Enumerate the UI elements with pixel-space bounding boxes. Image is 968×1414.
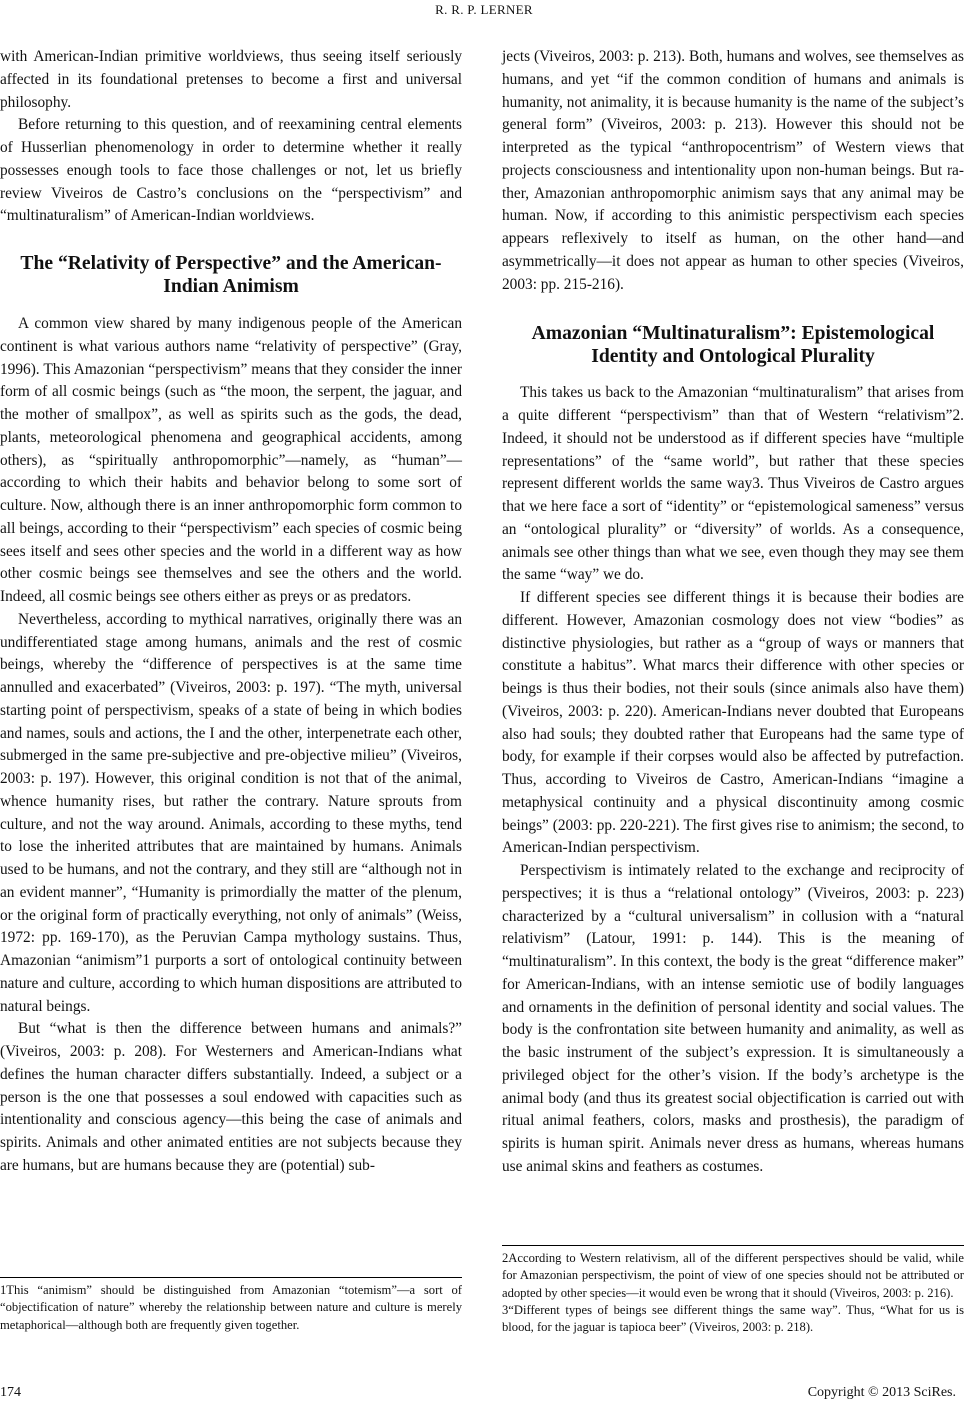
footnote: 3“Different types of beings see different things the same way”. Thus, “What for us is blood, for the jaguar is tapioca beer” (Viveiros, 2003: p. 218). bbox=[502, 1302, 964, 1335]
paragraph: If different species see different things it is because their bodies are different. However, Amazonian cosmology does not view “bodies” as distinctive physiologies, but rather as a “group of ways or manners that constitute a habitus”. What marcs their difference with other species or beings is thus their bodies, not their souls (since animals also have them) (Viveiros, 2003: p. 220). American-Indians never doubted that Europeans also had souls; they doubted rather that Europeans had the same type of body, for example if their corpses would also be affected by putrefaction. Thus, according to Viveiros de Castro, American-Indians “imagine a metaphysical continuity and a physical discontinuity among cosmic beings” (2003: pp. 220-221). The first gives rise to animism; the second, to American-Indian perspectivism. bbox=[502, 589, 964, 857]
paragraph: But “what is then the difference between humans and animals?” (Viveiros, 2003: p. 208). For Westerners and American-Indians what defines the human character differs substantially. Indeed, a subject or a person is the one that possesses a soul endowed with capacities such as intentionality and conscious agency—this being the case of animals and spirits. Animals and other animated entities are not subjects because they are humans, but are humans because they are (potential) sub- bbox=[0, 1020, 462, 1174]
footnote-rule bbox=[0, 1277, 462, 1278]
paragraph: A common view shared by many indigenous people of the American continent is what various authors name “relativity of perspective” (Gray, 1996). This Amazonian “perspectivism” means that they consider the inner form of all cosmic beings (such as “the moon, the serpent, the jaguar, and the mother of smallpox”, as well as spirits such as the gods, the dead, plants, meteorological phenomena and geographical accidents, among others), as “spiritually anthropomorphic”—namely, as “human”—according to which their habits and behavior belong to some sort of culture. Now, although there is an inner anthropomorphic form common to all beings, according to their “perspectivism” each species of cosmic being sees itself and sees other species and the world in a different way as how other cosmic beings see themselves and see the others and the world. Indeed, all cosmic beings see others either as preys or as predators. bbox=[0, 315, 462, 605]
footnote: 2According to Western relativism, all of the different perspectives should be valid, while for Amazonian perspectivism, the point of view of one species should not be attributed or adopted by other species—it would even be wrong that it should (Viveiros, 2003: p. 216). bbox=[502, 1251, 964, 1300]
footnotes-right bbox=[502, 1245, 964, 1336]
section-heading: The “Relativity of Perspective” and the American-Indian Animism bbox=[20, 253, 442, 297]
section-heading: Amazonian “Multinaturalism”: Epistemological Identity and Ontological Plurality bbox=[531, 323, 935, 368]
left-column bbox=[0, 46, 462, 1178]
paragraph: jects (Viveiros, 2003: p. 213). Both, humans and wolves, see themselves as humans, and yet “if the common condition of humans and animals is humanity, not animality, it is because humanity is the name of the subject’s general form” (Viveiros, 2003: p. 213). However this should not be interpreted as the typical “anthropocentrism” of Western views that projects consciousness and intentionality upon non-human beings. But rather, Amazonian anthropomorphic animism says that any animal may be human. Now, if according to this animistic perspectivism each species appears reflexively to itself as human, on the other hand—and asymmetrically—it does not appear as human to other species (Viveiros, 2003: pp. 215-216). bbox=[502, 48, 964, 293]
paragraph: This takes us back to the Amazonian “multinaturalism” that arises from a quite different “perspectivism” than that of Western “relativism”2. Indeed, it should not be understood as if different species have “multiple representations” of the “same world”, but rather that these species represent different worlds the same way3. Thus Viveiros de Castro argues that we here face a sort of “identity” or “epistemological sameness” versus an “ontological plurality” or “diversity” of worlds. As a consequence, animals see other things than what we see, even though they may see them the same “way” we do. bbox=[502, 384, 964, 584]
page-number: 174 bbox=[0, 1385, 21, 1400]
paragraph: Nevertheless, according to mythical narratives, originally there was an undifferentiated stage among humans, animals and the rest of cosmic beings, whereby the “difference of perspectives is at the same time annulled and exacerbated” (Viveiros, 2003: p. 197). “The myth, universal starting point of perspectivism, speaks of a state of being in which bodies and names, souls and actions, the I and the other, interpenetrate each other, submerged in the same pre-subjective and pre-objective milieu” (Viveiros, 2003: p. 197). However, this original condition is not that of the animal, whence humanity rises, but rather the contrary. Nature sprouts from culture, and not the way around. Animals, according to these myths, tend to lose the inherited attributes that are maintained by humans. Animals used to be humans, and not the contrary, and they still are “although not in an evident manner”, “Humanity is primordially the matter of the plenum, or the original form of practically everything, not only of animals” (Weiss, 1972: pp. 169-170), as the Peruvian Campa mythology sustains. Thus, Amazonian “animism”1 purports a sort of ontological continuity between nature and culture, according to which human dispositions are attributed to natural beings. bbox=[0, 610, 462, 1015]
right-column bbox=[502, 46, 964, 1179]
footnotes-left bbox=[0, 1277, 462, 1334]
running-head: R. R. P. LERNER bbox=[435, 2, 533, 17]
copyright-notice: Copyright © 2013 SciRes. bbox=[807, 1385, 956, 1400]
paragraph: with American-Indian primitive worldviews, thus seeing itself seriously affected in its foundational pretenses to become a first and universal philosophy. bbox=[0, 48, 462, 111]
paragraph: Before returning to this question, and of reexamining central elements of Husserlian phenomenology in order to determine whether it really possesses enough tools to face those challenges or not, let us briefly review Viveiros de Castro’s conclusions on the “perspectivism” and “multinaturalism” of American-Indian worldviews. bbox=[0, 116, 462, 225]
paragraph: Perspectivism is intimately related to the exchange and reciprocity of perspectives; it is thus a “relational ontology” (Viveiros, 2003: p. 223) characterized by a “cultural universalism” in collusion with a “natural relativism” (Latour, 1991: p. 144). This is the meaning of “multinaturalism”. In this context, the body is the great “difference maker” for American-Indians, with an intense semiotic use of bodily languages and ornaments in the definition of personal identity and social values. The body is the confrontation site between humanity and animality, as well as the basic instrument of the subject’s expression. It is simultaneously a privileged object for the other’s vision. If the body’s archetype is the animal body (and thus its greatest social objectification is carried out with ritual animal feathers, colors, masks and prosthesis), the paradigm of spirits is human spirit. Animals never dress as humans, whereas humans use animal skins and feathers as costumes. bbox=[502, 862, 964, 1175]
footnote-rule bbox=[502, 1245, 964, 1246]
footnote: 1This “animism” should be distinguished from Amazonian “totemism”—a sort of “objectification of nature” whereby the relationship between nature and culture is merely metaphorical—although both are frequently given together. bbox=[0, 1283, 462, 1332]
